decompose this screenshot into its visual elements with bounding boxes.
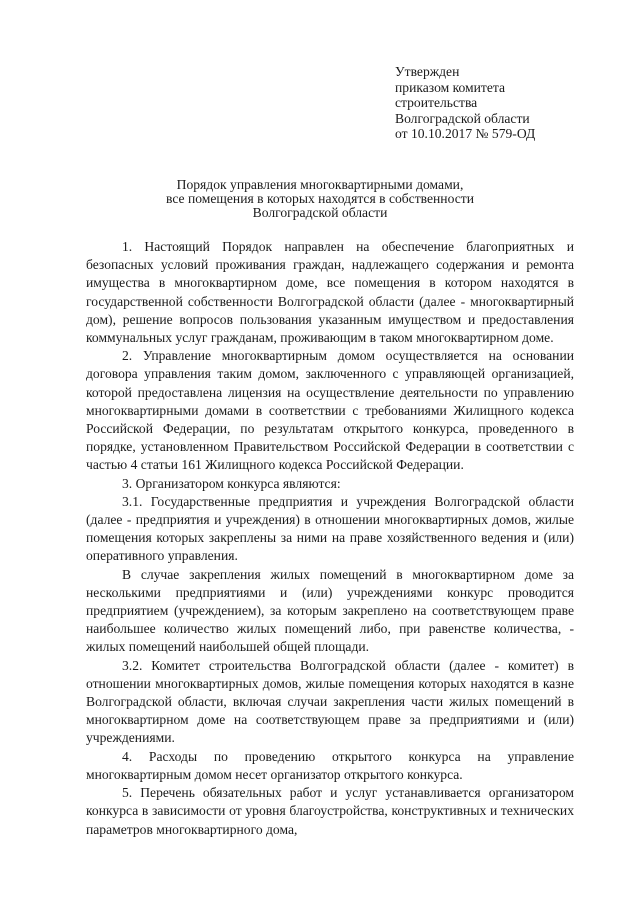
- approval-line: Утвержден: [395, 64, 460, 79]
- paragraph-5: 5. Перечень обязательных работ и услуг устанавливается организатором конкурса в зависимости от уровня благоустройства, конструктивных и технических параметров многоквартирного дома,: [86, 785, 574, 837]
- title-line: все помещения в которых находятся в собственности: [166, 191, 474, 206]
- paragraph-3-1-note: В случае закрепления жилых помещений в многоквартирном доме за несколькими предприятиями и (или) учреждениями конкурс проводится предприятием (учреждением), за которым закреплено на соответствующем праве наибольшее количество жилых помещений либо, при равенстве количества, - жилых помещений наибольшей общей площади.: [86, 566, 574, 655]
- paragraph-3-2: 3.2. Комитет строительства Волгоградской области (далее - комитет) в отношении многоквартирных домов, жилые помещения которых находятся в казне Волгоградской области, включая случаи закрепления части жилых помещений в многоквартирном доме на соответствующем праве за предприятиями и (или) учреждениями.: [86, 657, 574, 746]
- title-line: Волгоградской области: [252, 205, 388, 220]
- approval-stamp: [395, 64, 615, 142]
- title-line: Порядок управления многоквартирными домами,: [176, 177, 464, 192]
- document-title: [60, 178, 580, 220]
- approval-line: от 10.10.2017 № 579-ОД: [395, 126, 536, 141]
- document-body: [86, 238, 574, 839]
- approval-line: строительства: [395, 95, 478, 110]
- paragraph-4: 4. Расходы по проведению открытого конкурса на управление многоквартирным домом несет организатор открытого конкурса.: [86, 748, 574, 782]
- paragraph-3-1: 3.1. Государственные предприятия и учреждения Волгоградской области (далее - предприятия и учреждения) в отношении многоквартирных домов, жилые помещения которых закреплены за ними на праве хозяйственного ведения и (или) оперативного управления.: [86, 493, 574, 564]
- paragraph-2: 2. Управление многоквартирным домом осуществляется на основании договора управления таким домом, заключенного с управляющей организацией, которой предоставлена лицензия на осуществление деятельности по управлению многоквартирными домами в соответствии с требованиями Жилищного кодекса Российской Федерации, по результатам открытого конкурса, проведенного в порядке, установленном Правительством Российской Федерации в соответствии с частью 4 статьи 161 Жилищного кодекса Российской Федерации.: [86, 348, 574, 473]
- approval-line: Волгоградской области: [395, 110, 530, 126]
- paragraph-3: 3. Организатором конкурса являются:: [122, 475, 341, 491]
- paragraph-1: 1. Настоящий Порядок направлен на обеспечение благоприятных и безопасных условий проживания граждан, надлежащего содержания и ремонта имущества в многоквартирном доме, все помещения в котором находятся в государственной собственности Волгоградской области (далее - многоквартирный дом), решение вопросов пользования указанным имуществом и предоставления коммунальных услуг гражданам, проживающим в таком многоквартирном доме.: [86, 239, 574, 346]
- approval-line: приказом комитета: [395, 79, 506, 95]
